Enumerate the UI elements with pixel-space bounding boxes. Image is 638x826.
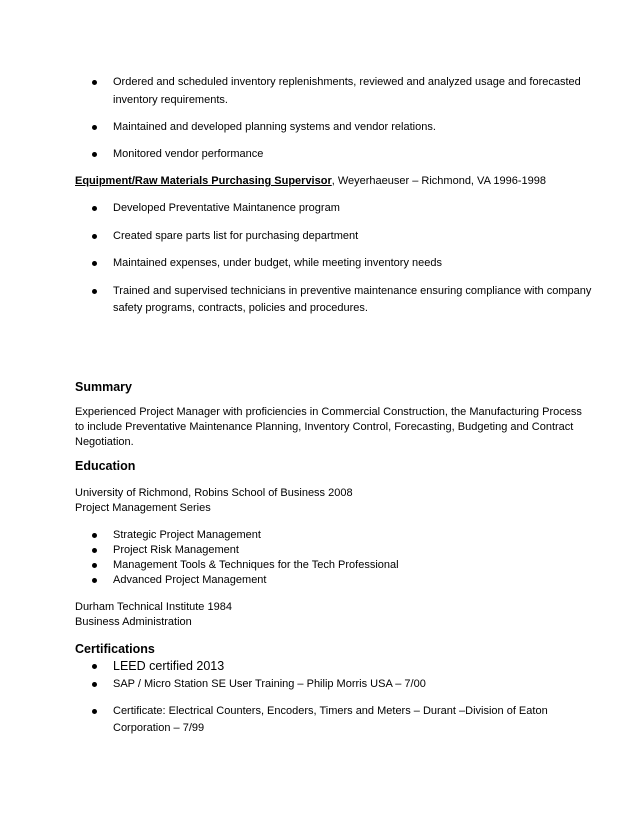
summary-line: Experienced Project Manager with proficiencies in Commercial Construction, the Manufacturing Process [75, 406, 582, 418]
education-program: Project Management Series [75, 502, 211, 514]
bullet-icon [92, 548, 97, 553]
course-text: Management Tools & Techniques for the Tech Professional [113, 559, 399, 571]
bullet-icon [92, 125, 97, 130]
bullet-text: Maintained expenses, under budget, while meeting inventory needs [113, 257, 442, 269]
course-text: Advanced Project Management [113, 574, 267, 586]
certification-text: LEED certified 2013 [113, 659, 225, 673]
bullet-icon [92, 80, 97, 85]
job-title: Equipment/Raw Materials Purchasing Supervisor [75, 175, 332, 187]
certification-text: SAP / Micro Station SE User Training – Philip Morris USA – 7/00 [113, 678, 426, 690]
bullet-icon [92, 234, 97, 239]
bullet-icon [92, 682, 97, 687]
bullet-continuation: safety programs, contracts, policies and procedures. [113, 302, 368, 314]
bullet-icon [92, 206, 97, 211]
bullet-text: Monitored vendor performance [113, 148, 264, 160]
education-school: University of Richmond, Robins School of Business 2008 [75, 487, 353, 499]
bullet-icon [92, 533, 97, 538]
bullet-icon [92, 289, 97, 294]
certifications-heading: Certifications [75, 642, 155, 656]
bullet-icon [92, 563, 97, 568]
job-details: , Weyerhaeuser – Richmond, VA 1996-1998 [331, 175, 546, 187]
bullet-text: Maintained and developed planning systems and vendor relations. [113, 121, 436, 133]
bullet-continuation: Corporation – 7/99 [113, 722, 205, 734]
summary-line: Negotiation. [75, 436, 134, 448]
bullet-icon [92, 261, 97, 266]
bullet-text: Developed Preventative Maintanence program [113, 202, 340, 214]
course-text: Strategic Project Management [113, 529, 261, 541]
bullet-text: Trained and supervised technicians in preventive maintenance ensuring compliance with company [113, 285, 592, 297]
certification-text: Certificate: Electrical Counters, Encoders, Timers and Meters – Durant –Division of Eaton [113, 705, 548, 717]
summary-line: to include Preventative Maintenance Planning, Inventory Control, Forecasting, Budgeting and Contract [75, 421, 574, 433]
course-text: Project Risk Management [113, 544, 239, 556]
summary-heading: Summary [75, 380, 132, 394]
bullet-icon [92, 152, 97, 157]
bullet-text: Created spare parts list for purchasing department [113, 230, 359, 242]
job-heading [75, 174, 546, 189]
bullet-icon [92, 664, 97, 669]
bullet-text: Ordered and scheduled inventory replenishments, reviewed and analyzed usage and forecasted [113, 76, 581, 88]
bullet-icon [92, 709, 97, 714]
education-program: Business Administration [75, 616, 192, 628]
bullet-continuation: inventory requirements. [113, 94, 228, 106]
education-school: Durham Technical Institute 1984 [75, 601, 232, 613]
education-heading: Education [75, 459, 136, 473]
bullet-icon [92, 578, 97, 583]
